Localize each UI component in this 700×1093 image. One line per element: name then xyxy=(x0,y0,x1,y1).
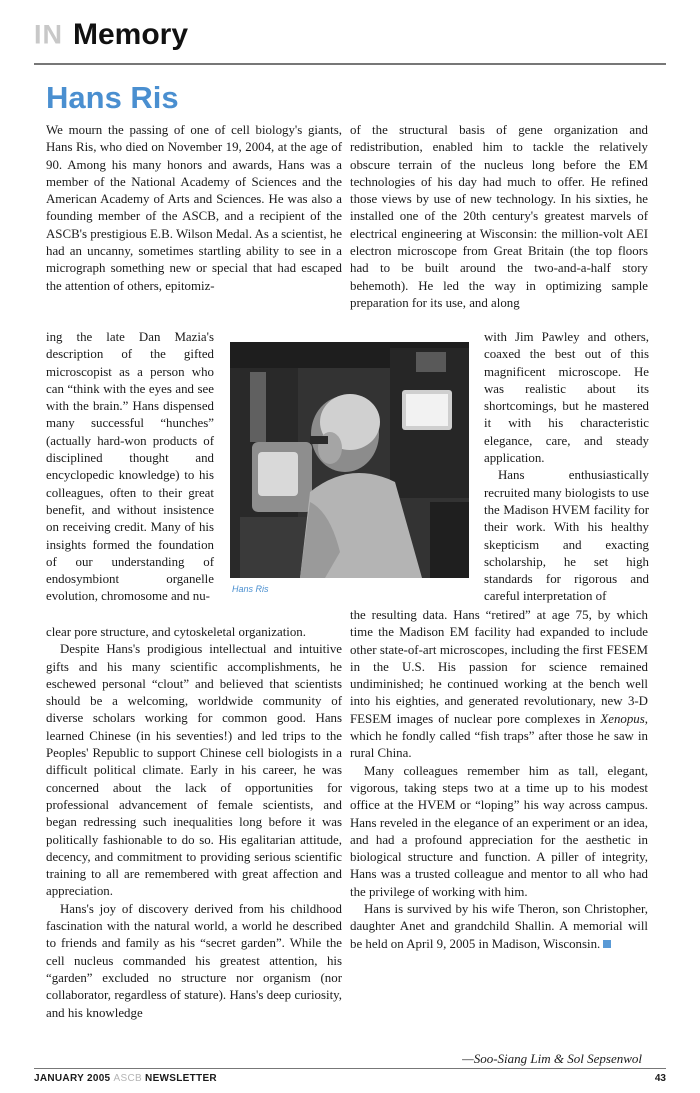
paragraph: Hans's joy of discovery derived from his childhood fascination with the natural world, a world he described to friends and family as his “secret garden”. While the cell nucleus commanded his greatest attention, his “garden” excluded no structure nor organism (nor collaborator, regardless of stature). Hans's deep curiosity, and his knowledge xyxy=(46,901,342,1020)
footer-publication: NEWSLETTER xyxy=(145,1073,217,1084)
footer-date: JANUARY 2005 xyxy=(34,1073,111,1084)
right-column-top xyxy=(350,122,648,312)
page-number: 43 xyxy=(654,1073,666,1084)
section-title: Memory xyxy=(73,18,189,51)
paragraph: Many colleagues remember him as tall, elegant, vigorous, taking steps two at a time up to his modest office at the HVEM or “loping” his way across campus. Hans reveled in the elegance of an experiment or an idea, and had a profound appreciation for the aesthetic in biological structure and function. A piller of integrity, Hans was a trusted colleague and mentor to all who had the privilege of working with him. xyxy=(350,763,648,899)
header-rule xyxy=(34,63,666,65)
paragraph: ing the late Dan Mazia's description of the gifted microscopist as a person who can “think with the eyes and see with the brain.” Hans dispensed many successful “hunches” (actually hard-won products of disciplined thought and encyclopedic knowledge) to his colleagues, often to their great benefit, and without insistence on receiving credit. Many of his insights formed the foundation of our understanding of endosymbiont organelle evolution, chromosome and nu- xyxy=(46,330,214,604)
microscope-photo-illustration xyxy=(230,342,469,578)
footer-rule xyxy=(34,1068,666,1069)
paragraph: We mourn the passing of one of cell biology's giants, Hans Ris, who died on November 19, 2004, at the age of 90. Among his many honors and awards, Hans was a member of the National Academy of Sciences and the American Academy of Arts and Sciences. He was also a founding member of the ASCB, and a recipient of the ASCB's prestigious E.B. Wilson Medal. As a scientist, he had an uncanny, sometimes startling ability to see in a micrograph something new or special that had escaped the attention of others, epitomiz- xyxy=(46,123,342,293)
paragraph-text: , which he fondly called “fish traps” after those he saw in rural China. xyxy=(350,711,648,761)
right-column-bottom xyxy=(350,607,648,953)
photo-caption: Hans Ris xyxy=(232,584,269,594)
end-mark-icon xyxy=(603,940,611,948)
paragraph: clear pore structure, and cytoskeletal organization. xyxy=(46,625,306,639)
paragraph: of the structural basis of gene organization and redistribution, enabled him to tackle the relatively obscure terrain of the nucleus long before the EM technologies of his day had much to offer. He refined those views by use of new technology. In his sixties, he installed one of the 20th century's greatest marvels of electrical engineering at Wisconsin: the million-volt AEI electron microscope from Great Britain (the top floors had to be built around the two-and-a-half story behemoth). He led the way in optimizing sample preparation for its use, and along xyxy=(350,123,648,310)
section-prefix: IN xyxy=(34,19,63,50)
footer-issue xyxy=(34,1073,217,1084)
paragraph xyxy=(350,607,648,763)
right-column-wrap xyxy=(484,329,649,606)
paragraph: Despite Hans's prodigious intellectual and intuitive gifts and his many scientific accomplishments, he eschewed personal “clout” and believed that scientists should be a welcoming, worldwide community of diverse scholars working for common good. Hans learned Chinese (in his seventies!) and led trips to the Peoples' Republic to support Chinese cell biologists in a difficult political climate. Early in his career, he was concerned about the lack of opportunities for professional advancement of female scientists, and began redressing such inequalities long before it was politically fashionable to do so. His egalitarian attitude, decency, and commitment to providing serious scientific training to all are remembered with great affection and appreciation. xyxy=(46,642,342,899)
paragraph xyxy=(350,901,648,953)
paragraph: with Jim Pawley and others, coaxed the best out of this magnificent microscope. He was realistic about its shortcomings, but he mastered it with his characteristic elegance, care, and steady application. xyxy=(484,330,649,466)
species-name: Xenopus xyxy=(600,711,645,726)
article-title: Hans Ris xyxy=(46,80,179,115)
left-column-wrap xyxy=(46,329,214,606)
left-column-top xyxy=(46,122,342,295)
left-column-bottom xyxy=(46,624,342,1022)
paragraph-text: Hans is survived by his wife Theron, son Christopher, daughter Anet and grandchild Shallin. A memorial will be held on April 9, 2005 in Madison, Wisconsin. xyxy=(350,902,648,951)
footer-org: ASCB xyxy=(113,1073,142,1084)
author-signature: —Soo-Siang Lim & Sol Sepsenwol xyxy=(462,1051,642,1066)
paragraph-text: the resulting data. Hans “retired” at age 75, by which time the Madison EM facility had expanded to include other state-of-art microscopes, including the first FESEM in the U.S. His passion for science remained undiminished; he continued working at the bench well into his eighties, and generated revolutionary, new 3-D FESEM images of nuclear pore complexes in xyxy=(350,608,648,726)
paragraph: Hans enthusiastically recruited many biologists to use the Madison HVEM facility for their work. With his healthy skepticism and exacting scholarship, he set high standards for rigorous and careful interpretation of xyxy=(484,468,649,604)
section-header xyxy=(34,18,188,58)
portrait-photo xyxy=(230,342,469,578)
